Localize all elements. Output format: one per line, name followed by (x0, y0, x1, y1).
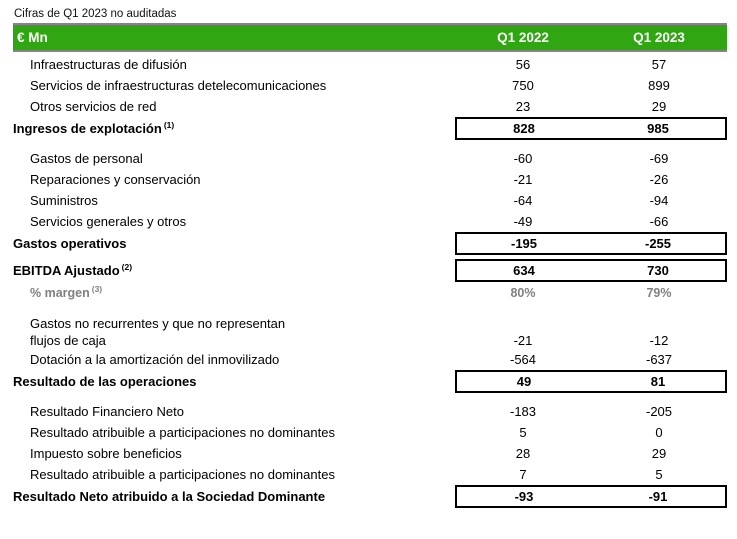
row-label-text: Gastos operativos (13, 236, 127, 251)
value-q1-2023: 0 (655, 425, 663, 440)
total-value-box (455, 117, 727, 140)
value-q1-2023: 79% (646, 285, 672, 300)
table-row (0, 148, 737, 169)
footnote-superscript: (2) (121, 262, 133, 272)
value-q1-2023: -205 (645, 404, 673, 419)
table-row (0, 211, 737, 232)
value-q1-2022: 56 (515, 57, 531, 72)
row-label-text: Impuesto sobre beneficios (30, 446, 182, 461)
table-row (0, 401, 737, 422)
row-label-text: Resultado atribuible a participaciones no dominantes (30, 467, 335, 482)
value-q1-2023: 57 (651, 57, 667, 72)
value-q1-2022: -195 (510, 236, 538, 251)
row-label (0, 214, 455, 229)
total-value-box (455, 232, 727, 255)
value-q1-2022: -64 (513, 193, 533, 208)
row-label-text: Infraestructuras de difusión (30, 57, 187, 72)
value-q1-2023: 5 (655, 467, 663, 482)
value-q1-2022: -60 (513, 151, 533, 166)
value-q1-2023: -91 (648, 489, 668, 504)
row-label-text: EBITDA Ajustado (13, 263, 120, 278)
row-label-text: flujos de caja (30, 333, 106, 348)
value-q1-2022: 28 (515, 446, 531, 461)
value-columns (455, 422, 727, 443)
header-col-q1-2022: Q1 2022 (497, 30, 549, 45)
row-label (0, 193, 455, 208)
header-unit-label: € Mn (17, 30, 48, 45)
table-row (0, 349, 737, 370)
table-row (0, 169, 737, 190)
table-row (0, 443, 737, 464)
value-q1-2022: -49 (513, 214, 533, 229)
row-label (0, 316, 737, 331)
row-label-text: Servicios generales y otros (30, 214, 187, 229)
footnote-superscript: (1) (163, 120, 175, 130)
table-row (0, 485, 737, 508)
row-label (0, 99, 455, 114)
table-row (0, 75, 737, 96)
row-label (0, 283, 455, 300)
row-label-text: Dotación a la amortización del inmovilizado (30, 352, 280, 367)
row-label (0, 151, 455, 166)
value-q1-2023: -26 (649, 172, 669, 187)
row-label-text: Resultado atribuible a participaciones no dominantes (30, 425, 335, 440)
row-label-text: Resultado de las operaciones (13, 374, 197, 389)
value-columns (455, 190, 727, 211)
row-label-text: % margen (30, 285, 90, 300)
value-columns (455, 349, 727, 370)
value-q1-2023: -66 (649, 214, 669, 229)
row-label (0, 121, 455, 136)
row-label-text: Otros servicios de red (30, 99, 157, 114)
table-row (0, 370, 737, 393)
table-row (0, 259, 737, 282)
value-q1-2022: -21 (513, 333, 533, 348)
value-columns (455, 96, 727, 117)
value-columns (455, 401, 727, 422)
total-value-box (455, 370, 727, 393)
value-columns (455, 211, 727, 232)
value-q1-2022: -183 (509, 404, 537, 419)
table-row (0, 232, 737, 255)
table-row (0, 282, 737, 303)
value-columns (455, 169, 727, 190)
value-q1-2022: -21 (513, 172, 533, 187)
row-label (0, 446, 455, 461)
row-label (0, 263, 455, 278)
row-label (0, 333, 455, 348)
value-q1-2022: 49 (516, 374, 532, 389)
row-label (0, 489, 455, 504)
value-columns (455, 443, 727, 464)
value-q1-2023: 730 (647, 263, 669, 278)
value-q1-2023: -255 (644, 236, 672, 251)
value-columns (455, 282, 727, 303)
row-label (0, 425, 455, 440)
value-q1-2022: -564 (509, 352, 537, 367)
row-label-text: Ingresos de explotación (13, 121, 162, 136)
value-q1-2023: 29 (651, 99, 667, 114)
table-header (13, 23, 727, 52)
row-label-text: Resultado Neto atribuido a la Sociedad Dominante (13, 489, 326, 504)
row-label (0, 172, 455, 187)
row-label (0, 374, 455, 389)
value-q1-2023: -94 (649, 193, 669, 208)
table-row (0, 464, 737, 485)
unaudited-note: Cifras de Q1 2023 no auditadas (14, 8, 177, 20)
value-q1-2022: 80% (510, 285, 536, 300)
row-label-text: Gastos de personal (30, 151, 143, 166)
row-label (0, 467, 455, 482)
header-col-q1-2023: Q1 2023 (633, 30, 685, 45)
value-q1-2023: 81 (650, 374, 666, 389)
row-label-text: Suministros (30, 193, 98, 208)
value-q1-2023: 29 (651, 446, 667, 461)
value-columns (455, 332, 727, 349)
value-q1-2022: 634 (513, 263, 535, 278)
row-label-text: Gastos no recurrentes y que no representan (30, 316, 286, 331)
row-label-text: Servicios de infraestructuras detelecomunicaciones (30, 78, 327, 93)
table-row (0, 422, 737, 443)
value-q1-2022: 5 (519, 425, 527, 440)
value-q1-2023: -69 (649, 151, 669, 166)
value-columns (455, 464, 727, 485)
value-columns (455, 75, 727, 96)
value-q1-2023: -637 (645, 352, 673, 367)
value-q1-2022: 750 (512, 78, 534, 93)
total-value-box (455, 259, 727, 282)
row-label (0, 78, 455, 93)
table-row (0, 315, 737, 332)
row-label (0, 57, 455, 72)
table-rows (0, 54, 737, 508)
value-q1-2023: 899 (648, 78, 670, 93)
table-row (0, 332, 737, 349)
value-q1-2022: 23 (515, 99, 531, 114)
table-row (0, 190, 737, 211)
footnote-superscript: (3) (91, 283, 103, 294)
value-q1-2023: -12 (649, 333, 669, 348)
row-label (0, 236, 455, 251)
value-q1-2023: 985 (647, 121, 669, 136)
row-label-text: Reparaciones y conservación (30, 172, 201, 187)
row-label (0, 404, 455, 419)
total-value-box (455, 485, 727, 508)
row-label-text: Resultado Financiero Neto (30, 404, 184, 419)
table-row (0, 117, 737, 140)
value-columns (455, 148, 727, 169)
row-label (0, 352, 455, 367)
value-columns (455, 54, 727, 75)
table-row (0, 96, 737, 117)
value-q1-2022: 7 (519, 467, 527, 482)
table-row (0, 54, 737, 75)
header-period-columns (455, 30, 727, 45)
value-q1-2022: -93 (514, 489, 534, 504)
value-q1-2022: 828 (513, 121, 535, 136)
